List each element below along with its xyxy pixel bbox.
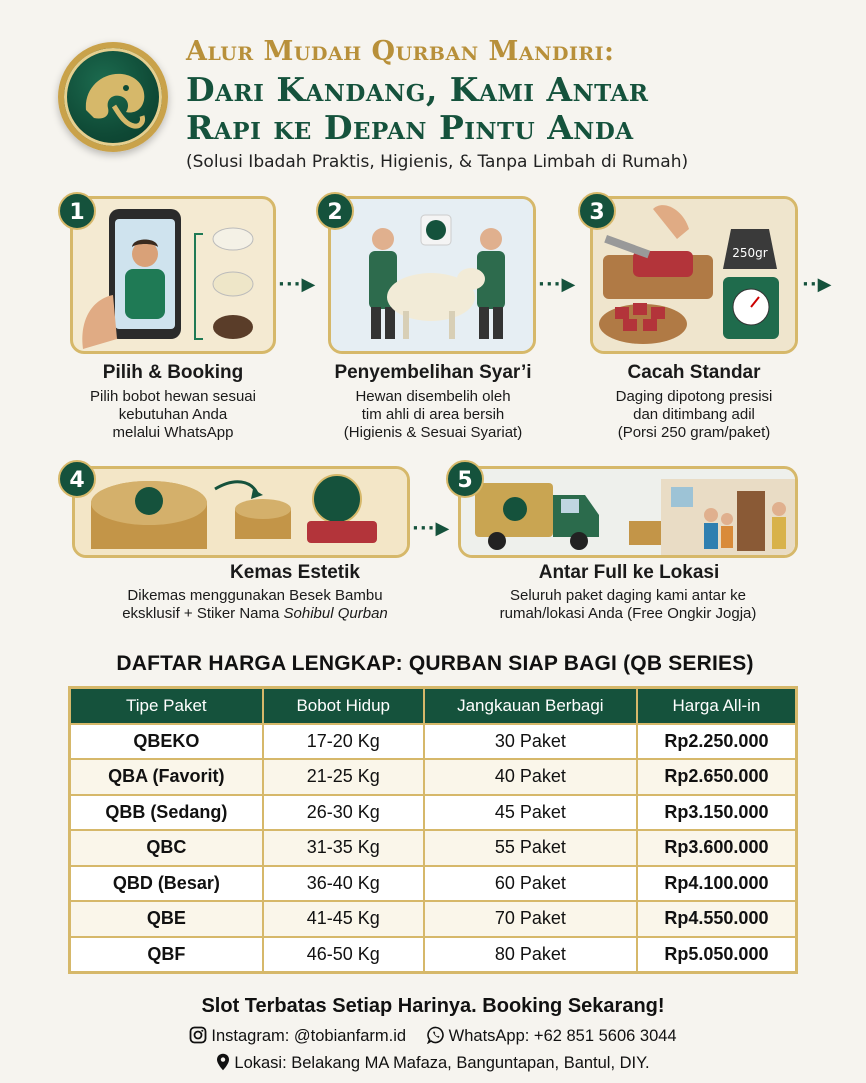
price: Rp5.050.000 — [637, 937, 797, 973]
step-3-scale-label: 250gr — [732, 246, 768, 260]
step-3-number: 3 — [578, 192, 616, 230]
price-list-heading: DAFTAR HARGA LENGKAP: QURBAN SIAP BAGI (QB SERIES) — [116, 652, 754, 675]
price-table — [68, 686, 798, 974]
location-row — [0, 1053, 866, 1073]
step-4-desc-line: Dikemas menggunakan Besek Bambu — [127, 587, 383, 604]
step-4-illustration — [72, 466, 410, 558]
price: Rp2.650.000 — [637, 759, 797, 795]
live-weight: 31-35 Kg — [263, 830, 424, 866]
arrow-right-icon: ···▶ — [412, 518, 451, 539]
package-type: QBEKO — [70, 724, 263, 760]
arrow-right-icon: ··▶ — [802, 274, 833, 295]
arrow-right-icon: ···▶ — [538, 274, 577, 295]
step-4-desc-italic: Sohibul Qurban — [283, 605, 388, 622]
column-header: Harga All-in — [637, 688, 797, 724]
price: Rp4.100.000 — [637, 866, 797, 902]
step-2-desc-line: Hewan disembelih oleh — [355, 388, 511, 405]
step-1-number: 1 — [58, 192, 96, 230]
live-weight: 36-40 Kg — [263, 866, 424, 902]
step-1-desc — [40, 388, 306, 442]
whatsapp-link[interactable] — [427, 1026, 677, 1046]
step-2-desc-line: tim ahli di area bersih — [361, 406, 505, 423]
share-count: 55 Paket — [424, 830, 637, 866]
step-3-desc-line: (Porsi 250 gram/paket) — [617, 424, 771, 441]
table-row — [70, 724, 797, 760]
location-link[interactable] — [216, 1053, 649, 1073]
column-header: Bobot Hidup — [263, 688, 424, 724]
price: Rp4.550.000 — [637, 901, 797, 937]
price: Rp3.600.000 — [637, 830, 797, 866]
live-weight: 26-30 Kg — [263, 795, 424, 831]
step-2-desc — [300, 388, 566, 442]
price: Rp2.250.000 — [637, 724, 797, 760]
step-1-desc-line: kebutuhan Anda — [118, 406, 228, 423]
whatsapp-text: WhatsApp: +62 851 5606 3044 — [448, 1027, 677, 1045]
step-3-title: Cacah Standar — [627, 362, 761, 383]
live-weight: 46-50 Kg — [263, 937, 424, 973]
step-5-desc — [446, 587, 810, 623]
step-1-desc-line: melalui WhatsApp — [112, 424, 234, 441]
step-3-desc — [562, 388, 826, 442]
step-5-number: 5 — [446, 460, 484, 498]
subtitle: (Solusi Ibadah Praktis, Higienis, & Tanpa Limbah di Rumah) — [186, 152, 689, 172]
step-5-desc-line: rumah/lokasi Anda (Free Ongkir Jogja) — [499, 605, 757, 622]
table-row — [70, 830, 797, 866]
table-row — [70, 901, 797, 937]
step-3-desc-line: dan ditimbang adil — [633, 406, 755, 423]
instagram-link[interactable] — [189, 1026, 406, 1046]
package-type: QBE — [70, 901, 263, 937]
step-1-illustration — [70, 196, 276, 354]
title-line-3: Rapi ke Depan Pintu Anda — [186, 108, 634, 147]
share-count: 80 Paket — [424, 937, 637, 973]
table-row — [70, 866, 797, 902]
title-line-1: Alur Mudah Qurban Mandiri: — [186, 36, 615, 67]
table-header-row — [70, 688, 797, 724]
step-5-illustration — [458, 466, 798, 558]
column-header: Jangkauan Berbagi — [424, 688, 637, 724]
step-2-number: 2 — [316, 192, 354, 230]
column-header: Tipe Paket — [70, 688, 263, 724]
table-row — [70, 937, 797, 973]
table-row — [70, 795, 797, 831]
live-weight: 41-45 Kg — [263, 901, 424, 937]
step-2-desc-line: (Higienis & Sesuai Syariat) — [343, 424, 523, 441]
package-type: QBB (Sedang) — [70, 795, 263, 831]
step-3-desc-line: Daging dipotong presisi — [615, 388, 773, 405]
instagram-text: Instagram: @tobianfarm.id — [211, 1027, 407, 1045]
ram-logo-icon — [58, 42, 168, 152]
whatsapp-icon — [427, 1026, 445, 1044]
location-text: Lokasi: Belakang MA Mafaza, Banguntapan, Bantul, DIY. — [234, 1054, 650, 1072]
step-3-illustration — [590, 196, 798, 354]
price: Rp3.150.000 — [637, 795, 797, 831]
step-4-desc — [60, 587, 450, 623]
package-type: QBC — [70, 830, 263, 866]
package-type: QBD (Besar) — [70, 866, 263, 902]
share-count: 30 Paket — [424, 724, 637, 760]
step-4-title: Kemas Estetik — [230, 562, 360, 583]
live-weight: 17-20 Kg — [263, 724, 424, 760]
table-row — [70, 759, 797, 795]
step-2-title: Penyembelihan Syar’i — [334, 362, 532, 383]
step-5-title: Antar Full ke Lokasi — [538, 562, 720, 583]
live-weight: 21-25 Kg — [263, 759, 424, 795]
step-1-title: Pilih & Booking — [102, 362, 244, 383]
package-type: QBF — [70, 937, 263, 973]
share-count: 40 Paket — [424, 759, 637, 795]
step-1-desc-line: Pilih bobot hewan sesuai — [90, 388, 256, 405]
title-line-2: Dari Kandang, Kami Antar — [186, 70, 649, 109]
location-pin-icon — [216, 1053, 230, 1071]
package-type: QBA (Favorit) — [70, 759, 263, 795]
call-to-action: Slot Terbatas Setiap Harinya. Booking Sekarang! — [201, 995, 665, 1017]
step-5-desc-line: Seluruh paket daging kami antar ke — [510, 587, 746, 604]
share-count: 45 Paket — [424, 795, 637, 831]
arrow-right-icon: ···▶ — [278, 274, 317, 295]
share-count: 70 Paket — [424, 901, 637, 937]
step-2-illustration — [328, 196, 536, 354]
share-count: 60 Paket — [424, 866, 637, 902]
step-4-desc-line: eksklusif + Stiker Nama — [122, 605, 284, 622]
step-4-number: 4 — [58, 460, 96, 498]
contact-row — [0, 1026, 866, 1046]
instagram-icon — [189, 1026, 207, 1044]
